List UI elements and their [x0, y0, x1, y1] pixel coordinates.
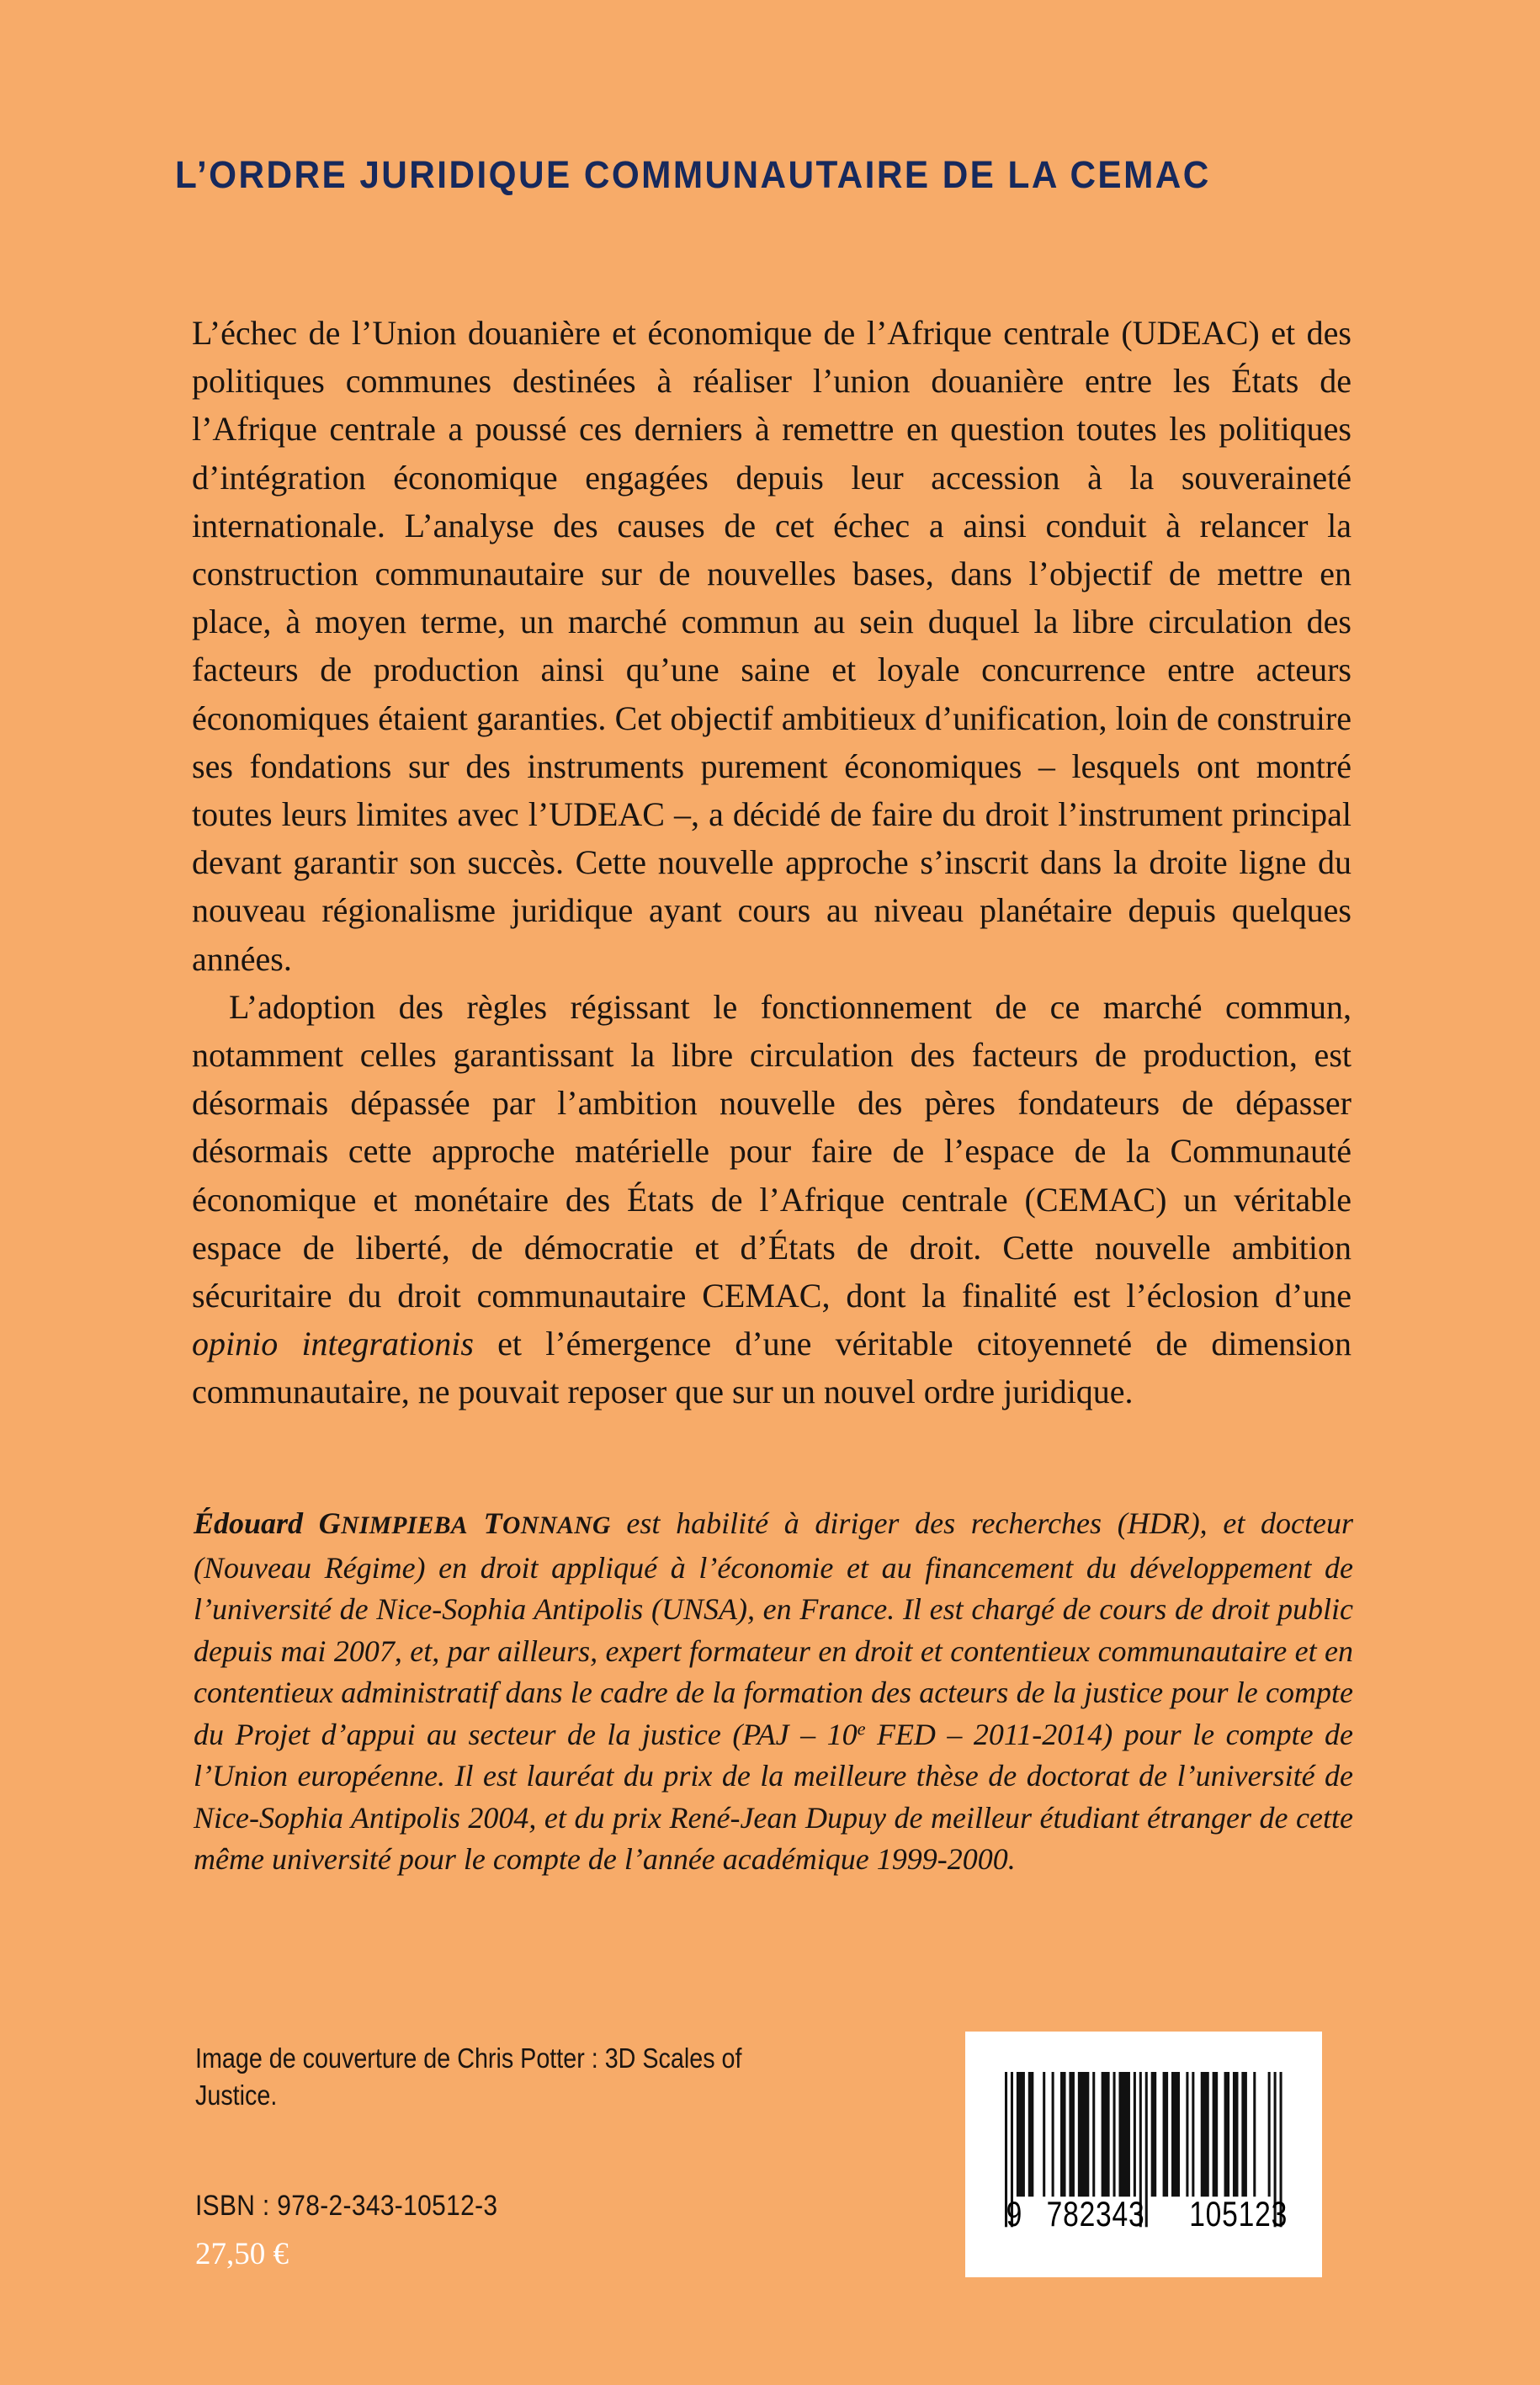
- author-surname-rest-1: NIMPIEBA: [341, 1512, 468, 1539]
- cover-image-credit: Image de couverture de Chris Potter : 3D Scales of Justice.: [195, 2042, 742, 2111]
- author-bio-text-a: est habilité à diriger des recherches (HDR), et docteur (Nouveau Régime) en droit appliqué à l’économie et au financement du développement de l’université de Nice-Sophia Antipolis (UNSA), en France. Il est chargé de cours de droit public depuis mai 2007, et, par ailleurs, expert formateur en droit et contentieux communautaire et en contentieux administratif dans le cadre de la formation des acteurs de la justice pour le compte du Projet d’appui au secteur de la justice (PAJ – 10: [194, 1506, 1353, 1751]
- author-bio-paragraph: [194, 1503, 1353, 1881]
- blurb-paragraph-1-text: L’échec de l’Union douanière et économique de l’Afrique centrale (UDEAC) et des politiques communes destinées à réaliser l’union douanière entre les États de l’Afrique centrale a poussé ces derniers à remettre en question toutes les politiques d’intégration économique engagées depuis leur accession à la souveraineté internationale. L’analyse des causes de cet échec a ainsi conduit à relancer la construction communautaire sur de nouvelles bases, dans l’objectif de mettre en place, à moyen terme, un marché commun au sein duquel la libre circulation des facteurs de production ainsi qu’une saine et loyale concurrence entre acteurs économiques étaient garanties. Cet objectif ambitieux d’unification, loin de construire ses fondations sur des instruments purement économiques – lesquels ont montré toutes leurs limites avec l’UDEAC –, a décidé de faire du droit l’instrument principal devant garantir son succès. Cette nouvelle approche s’inscrit dans la droite ligne du nouveau régionalisme juridique ayant cours au niveau planétaire depuis quelques années.: [192, 314, 1351, 978]
- author-first-name: Édouard: [194, 1506, 304, 1540]
- barcode-digit-mid: 782343: [1046, 2194, 1145, 2234]
- barcode: [1005, 2072, 1288, 2234]
- page-title: L’ORDRE JURIDIQUE COMMUNAUTAIRE DE LA CEMAC: [175, 153, 1211, 196]
- blurb-paragraph-1: [192, 309, 1351, 983]
- barcode-panel: [965, 2032, 1322, 2277]
- price-text: 27,50 €: [195, 2237, 289, 2271]
- barcode-digit-left: 9: [1006, 2194, 1023, 2234]
- author-surname-rest-2: ONNANG: [502, 1512, 611, 1539]
- blurb-paragraph-2: [192, 983, 1351, 1416]
- blurb-paragraph-2-text-b: et l’émergence d’une véritable citoyenneté de dimension communautaire, ne pouvait reposer que sur un nouvel ordre juridique.: [192, 1325, 1351, 1411]
- author-bio: [194, 1503, 1353, 1881]
- author-bio-text-b: FED – 2011-2014) pour le compte de l’Union européenne. Il est lauréat du prix de la meilleure thèse de doctorat de l’université de Nice-Sophia Antipolis 2004, et du prix René-Jean Dupuy de meilleur étudiant étranger de cette même université pour le compte de l’année académique 1999-2000.: [194, 1717, 1353, 1876]
- isbn-text: ISBN : 978-2-343-10512-3: [195, 2190, 498, 2222]
- barcode-digit-right: 105123: [1189, 2194, 1288, 2234]
- author-surname-initial-1: G: [318, 1506, 342, 1540]
- barcode-digits: [1005, 2194, 1288, 2234]
- blurb-latin-term: opinio integrationis: [192, 1325, 474, 1363]
- blurb-paragraph-2-text-a: L’adoption des règles régissant le fonctionnement de ce marché commun, notamment celles garantissant la libre circulation des facteurs de production, est désormais dépassée par l’ambition nouvelle des pères fondateurs de dépasser désormais cette approche matérielle pour faire de l’espace de la Communauté économique et monétaire des États de l’Afrique centrale (CEMAC) un véritable espace de liberté, de démocratie et d’États de droit. Cette nouvelle ambition sécuritaire du droit communautaire CEMAC, dont la finalité est l’éclosion d’une: [192, 987, 1351, 1315]
- ordinal-suffix: e: [857, 1717, 866, 1739]
- author-surname-initial-2: T: [483, 1506, 503, 1540]
- blurb-text: [192, 309, 1351, 1416]
